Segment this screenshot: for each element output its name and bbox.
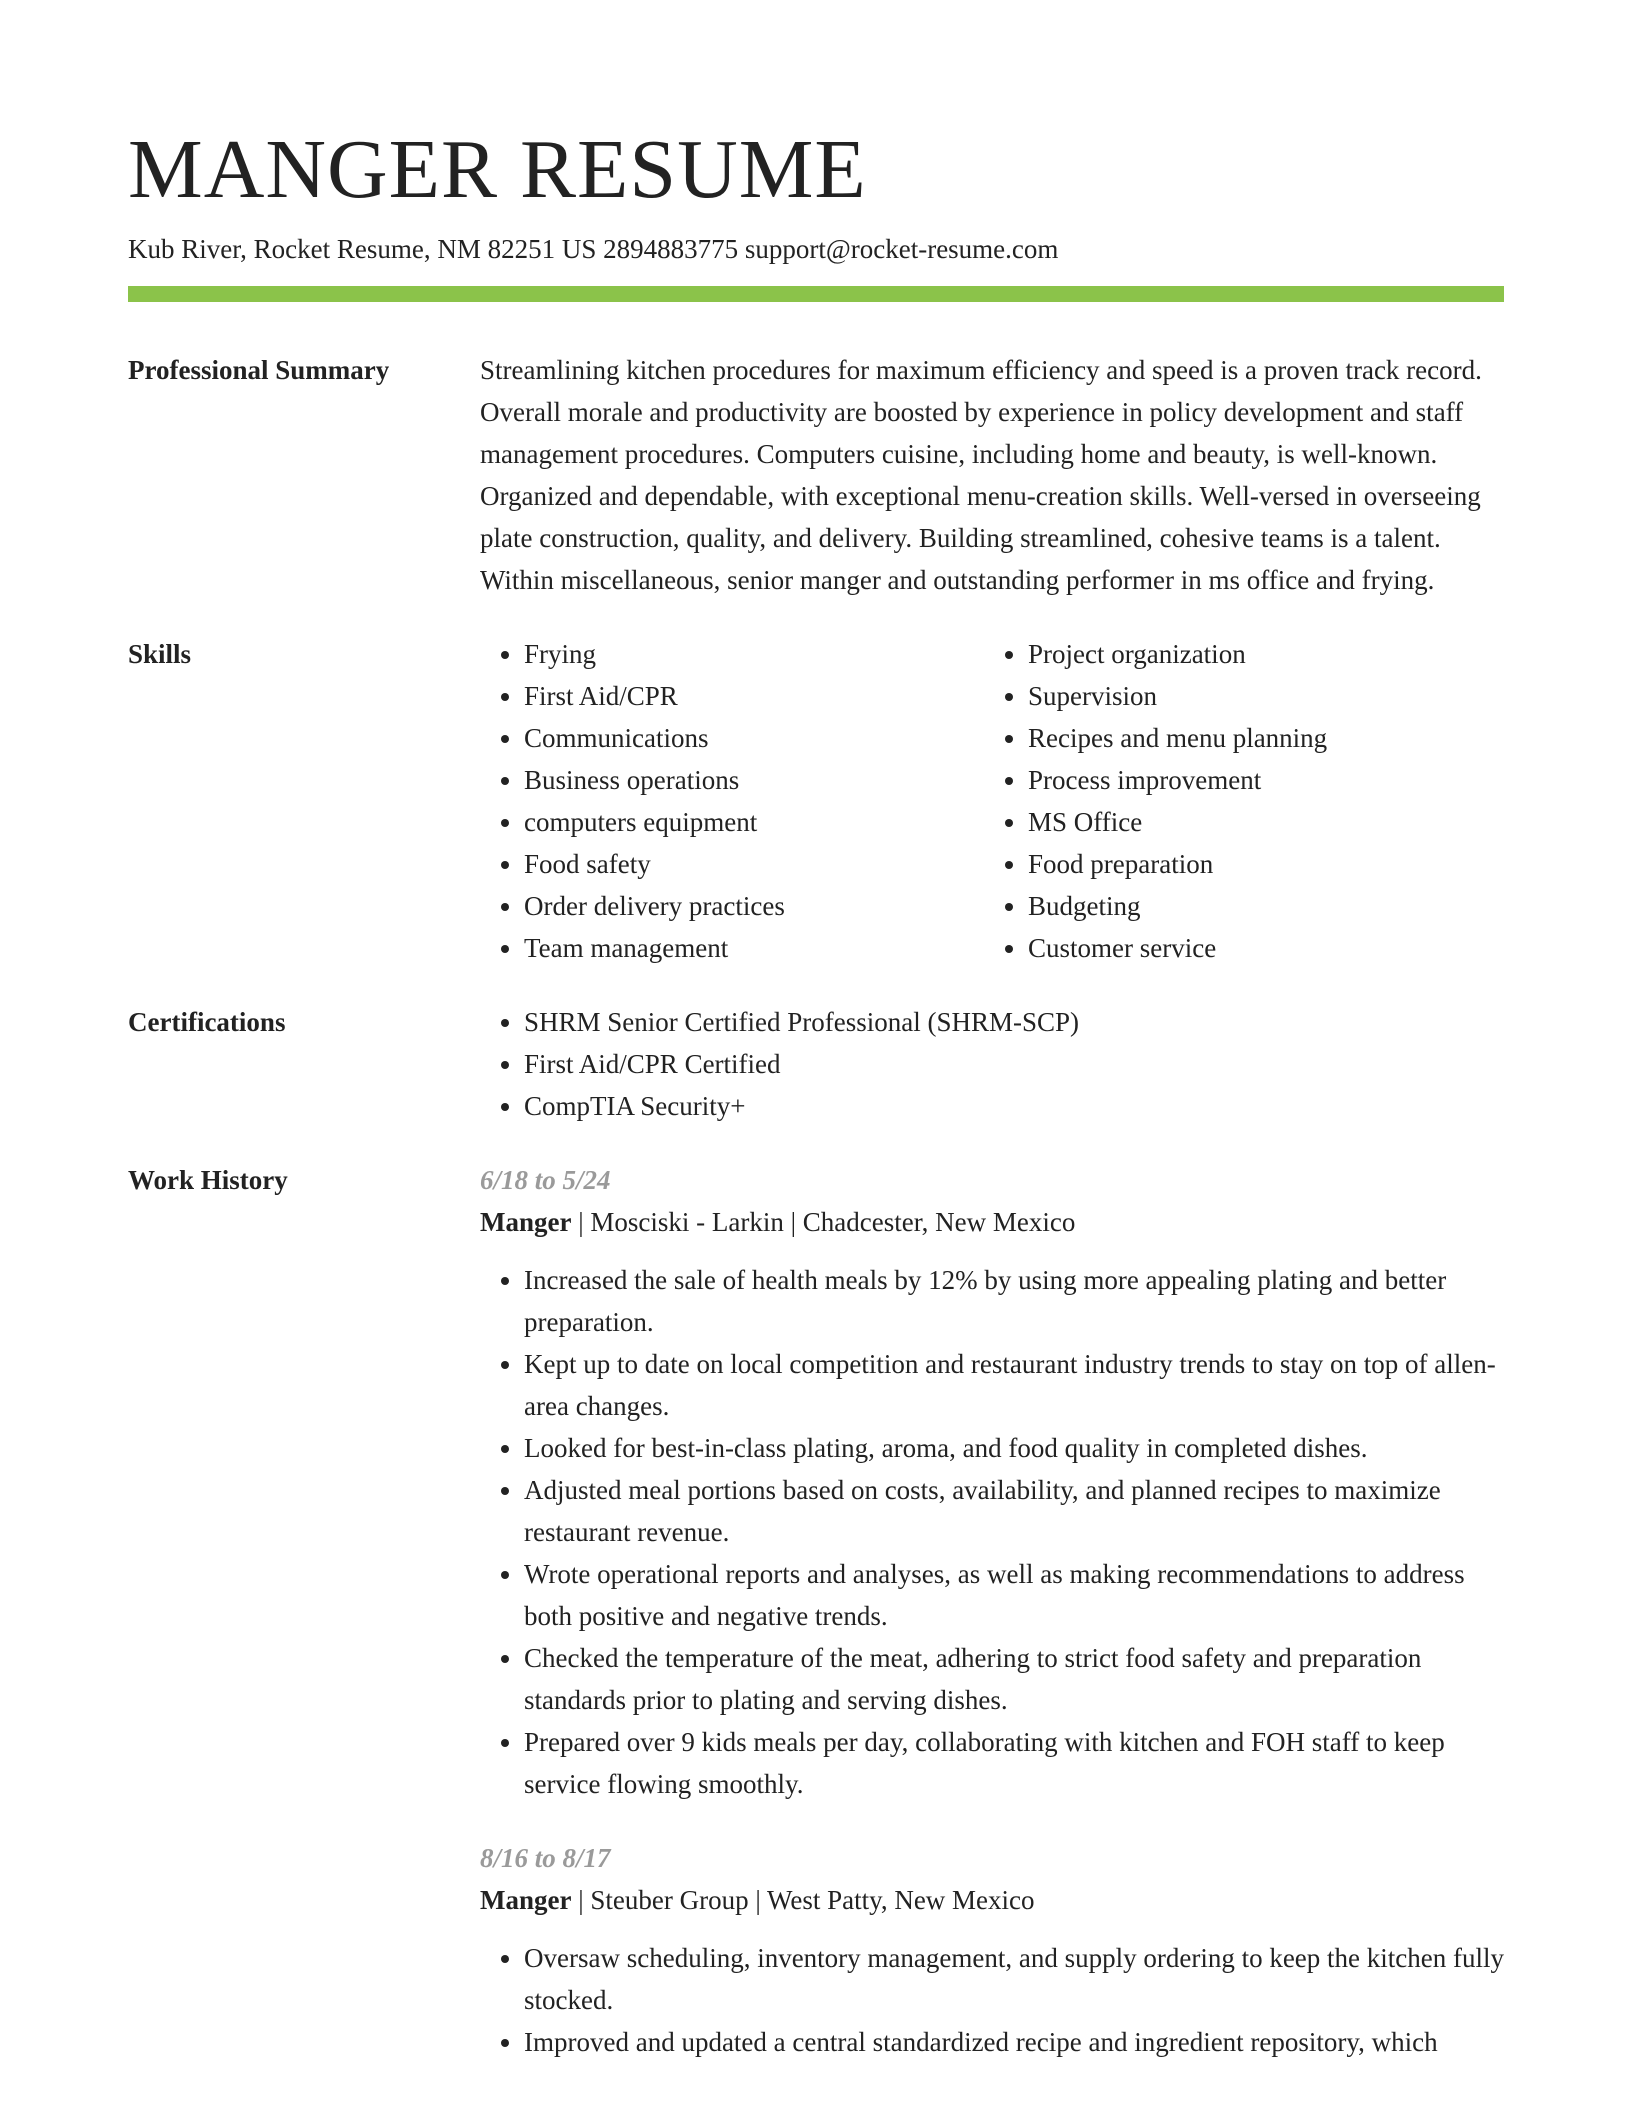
job-entry	[480, 1837, 1504, 2063]
job-employer-location: | Mosciski - Larkin | Chadcester, New Mexico	[571, 1207, 1076, 1237]
skill-item: • Customer service	[1028, 927, 1488, 969]
skill-item: • First Aid/CPR	[524, 675, 984, 717]
skill-item: • Process improvement	[1028, 759, 1488, 801]
certifications-section	[128, 1001, 1504, 1127]
skill-item: • Food safety	[524, 843, 984, 885]
certification-item: • First Aid/CPR Certified	[524, 1043, 1504, 1085]
summary-text: Streamlining kitchen procedures for maximum efficiency and speed is a proven track record. Overall morale and productivity are boosted by experience in policy development and staff management procedures. Computers cuisine, including home and beauty, is well-known. Organized and dependable, with exceptional menu-creation skills. Well-versed in overseeing plate construction, quality, and delivery. Building streamlined, cohesive teams is a talent. Within miscellaneous, senior manger and outstanding performer in ms office and frying.	[480, 355, 1482, 595]
skill-item: • Order delivery practices	[524, 885, 984, 927]
job-employer-location: | Steuber Group | West Patty, New Mexico	[571, 1885, 1035, 1915]
job-bullet: • Adjusted meal portions based on costs, availability, and planned recipes to maximize restaurant revenue.	[524, 1469, 1504, 1553]
job-bullet-list	[480, 1259, 1504, 1805]
job-bullet: • Increased the sale of health meals by 12% by using more appealing plating and better preparation.	[524, 1259, 1504, 1343]
job-bullet: • Looked for best-in-class plating, aroma, and food quality in completed dishes.	[524, 1427, 1504, 1469]
work-history-section	[128, 1159, 1504, 2063]
skill-item: • Business operations	[524, 759, 984, 801]
job-bullet: • Wrote operational reports and analyses, as well as making recommendations to address both positive and negative trends.	[524, 1553, 1504, 1637]
certifications-heading: Certifications	[128, 1007, 286, 1037]
job-bullet: • Prepared over 9 kids meals per day, collaborating with kitchen and FOH staff to keep service flowing smoothly.	[524, 1721, 1504, 1805]
skills-heading: Skills	[128, 639, 192, 669]
work-history-heading: Work History	[128, 1165, 288, 1195]
skills-column-right	[984, 633, 1488, 969]
accent-divider	[128, 286, 1504, 302]
contact-line: Kub River, Rocket Resume, NM 82251 US 2894883775 support@rocket-resume.com	[128, 234, 1059, 264]
job-bullet: • Checked the temperature of the meat, adhering to strict food safety and preparation standards prior to plating and serving dishes.	[524, 1637, 1504, 1721]
work-history-body	[480, 1159, 1504, 2063]
skill-item: • Recipes and menu planning	[1028, 717, 1488, 759]
resume-sections	[128, 349, 1504, 2063]
certification-item: • SHRM Senior Certified Professional (SHRM-SCP)	[524, 1001, 1504, 1043]
skill-item: • Food preparation	[1028, 843, 1488, 885]
skills-section	[128, 633, 1504, 969]
summary-section	[128, 349, 1504, 601]
job-title-line	[480, 1201, 1504, 1243]
skill-item: • MS Office	[1028, 801, 1488, 843]
skill-item: • Communications	[524, 717, 984, 759]
skills-column-left	[480, 633, 984, 969]
skill-item: • Team management	[524, 927, 984, 969]
resume-title: MANGER RESUME	[128, 123, 867, 216]
certification-item: • CompTIA Security+	[524, 1085, 1504, 1127]
job-bullet: • Kept up to date on local competition and restaurant industry trends to stay on top of allen-area changes.	[524, 1343, 1504, 1427]
skills-list-right	[984, 633, 1488, 969]
skill-item: • Supervision	[1028, 675, 1488, 717]
job-dates: 6/18 to 5/24	[480, 1165, 611, 1195]
skill-item: • Frying	[524, 633, 984, 675]
job-title-line	[480, 1879, 1504, 1921]
job-entry	[480, 1159, 1504, 1805]
job-bullet: • Oversaw scheduling, inventory management, and supply ordering to keep the kitchen fully stocked.	[524, 1937, 1504, 2021]
job-bullet: • Improved and updated a central standardized recipe and ingredient repository, which	[524, 2021, 1504, 2063]
job-bullet-list	[480, 1937, 1504, 2063]
certifications-list	[480, 1001, 1504, 1127]
skills-columns	[480, 633, 1504, 969]
summary-heading: Professional Summary	[128, 355, 390, 385]
job-role: Manger	[480, 1885, 572, 1915]
skills-body	[480, 633, 1504, 969]
job-role: Manger	[480, 1207, 572, 1237]
skill-item: • Budgeting	[1028, 885, 1488, 927]
skill-item: • computers equipment	[524, 801, 984, 843]
skill-item: • Project organization	[1028, 633, 1488, 675]
job-dates: 8/16 to 8/17	[480, 1843, 611, 1873]
skills-list-left	[480, 633, 984, 969]
certifications-body	[480, 1001, 1504, 1127]
summary-body	[480, 349, 1504, 601]
